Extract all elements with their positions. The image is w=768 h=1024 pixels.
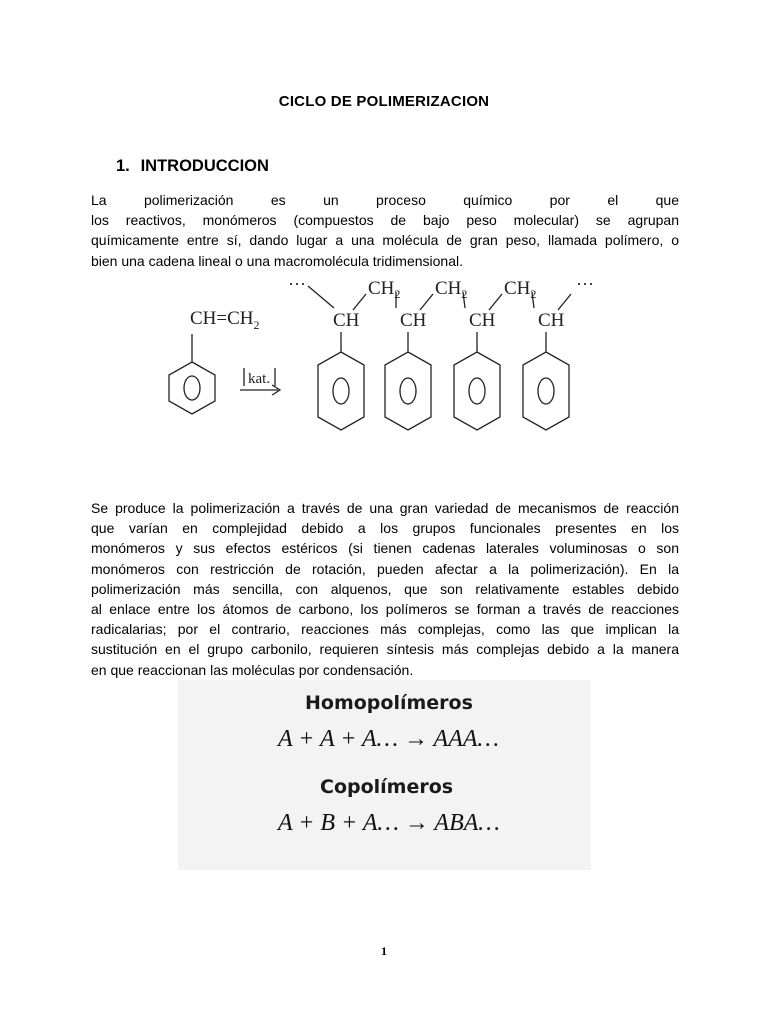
paragraph-line: Se produce la polimerización a través de una gran variedad de mecanismos de reacción: [91, 500, 679, 516]
chain-start-ellipsis: ···: [288, 274, 306, 294]
backbone-bond: [308, 286, 334, 308]
aromatic-circle: [333, 378, 349, 404]
copolymers-title: Copolímeros: [320, 776, 454, 798]
paragraph-line: químicamente entre sí, dando lugar a una molécula de gran peso, llamada polímero, o: [91, 232, 679, 249]
paragraph-line: monómeros y sus efectos estéricos (si tienen cadenas laterales voluminosas o son: [91, 540, 679, 557]
backbone-bond: [353, 294, 366, 310]
aromatic-circle: [538, 378, 554, 404]
monomer-formula-text: CH=CH: [190, 308, 254, 329]
monomer-benzene-ring: [169, 334, 215, 414]
paragraph-introduction: [91, 190, 679, 271]
section-number: 1.: [116, 157, 130, 175]
catalyst-label: kat.: [248, 371, 271, 387]
monomer-formula-subscript: 2: [253, 318, 260, 332]
paragraph-line: bien una cadena lineal o una macromolécula tridimensional.: [91, 252, 464, 269]
aromatic-circle: [469, 378, 485, 404]
section-title: INTRODUCCION: [140, 157, 269, 175]
backbone-bond: [558, 294, 571, 310]
monomer-formula: [190, 308, 260, 332]
aromatic-circle: [400, 378, 416, 404]
paragraph-line: monómeros con restricción de rotación, pueden afectar a la polimerización). En la: [91, 560, 679, 577]
homopolymers-equation: A + A + A… → AAA…: [278, 726, 499, 752]
chain-ch2-label: $CH_2$: [368, 278, 401, 301]
polymer-types-figure: [178, 680, 591, 870]
chain-ch-label: CH: [469, 310, 496, 331]
page-number: 1: [381, 944, 387, 958]
paragraph-line: sustitución en el grupo carbonilo, requieren síntesis más complejas debido a la manera: [91, 641, 679, 658]
paragraph-line: que varían en complejidad debido a los grupos funcionales presentes en los: [91, 520, 679, 537]
chain-ch2-label: $CH_2$: [504, 278, 537, 301]
paragraph-line: radicalarias; por el contrario, reacciones más complejas, como las que implican la: [91, 621, 679, 638]
backbone-bond: [489, 294, 502, 310]
backbone-bond: [420, 294, 433, 310]
chain-end-ellipsis: ···: [576, 274, 594, 294]
section-heading: [116, 157, 269, 176]
paragraph-line: La polimerización es un proceso químico por el que: [91, 192, 679, 208]
polymer-benzene-ring: [523, 352, 569, 430]
chain-ch2-label: $CH_2$: [435, 278, 468, 301]
paragraph-line: los reactivos, monómeros (compuestos de bajo peso molecular) se agrupan: [91, 212, 679, 229]
paragraph-line: en que reaccionan las moléculas por condensación.: [91, 661, 414, 678]
homopolymers-title: Homopolímeros: [305, 692, 473, 714]
paragraph-line: polimerización más sencilla, con alquenos, que son relativamente estables debido: [91, 580, 679, 597]
paragraph-line: al enlace entre los átomos de carbono, los polímeros se forman a través de reacciones: [91, 601, 679, 618]
polymer-benzene-ring: [454, 352, 500, 430]
paragraph-mechanisms: [91, 498, 679, 680]
document-title: CICLO DE POLIMERIZACION: [278, 93, 490, 110]
polymer-benzene-ring: [318, 352, 364, 430]
polymerization-reaction-figure: [168, 272, 600, 472]
chain-ch-label: CH: [400, 310, 427, 331]
copolymers-equation: A + B + A… → ABA…: [278, 810, 500, 836]
chain-ch-label: CH: [333, 310, 360, 331]
chain-ch-label: CH: [538, 310, 565, 331]
polymer-benzene-ring: [385, 352, 431, 430]
